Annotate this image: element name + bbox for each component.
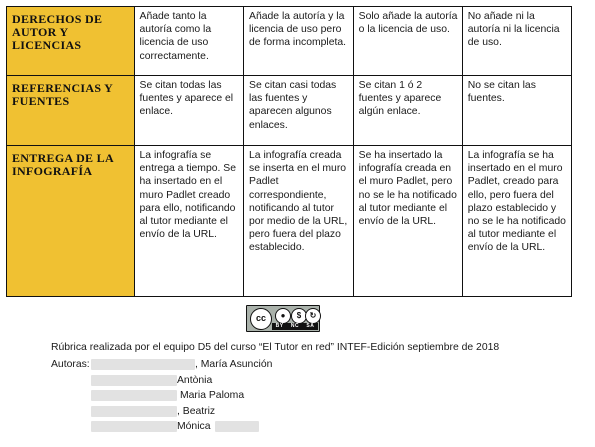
rubric-row: [7, 76, 572, 146]
criterion-label: ENTREGA DE LA INFOGRAFÍA: [7, 146, 135, 297]
strip-label: BY: [275, 323, 284, 329]
cc-logo: cc: [250, 308, 272, 330]
criterion-label: REFERENCIAS Y FUENTES: [7, 76, 135, 146]
rubric-row: [7, 7, 572, 76]
sharealike-icon: ↻: [305, 308, 321, 324]
redacted-name: [91, 421, 177, 432]
level-cell: Se citan casi todas las fuentes y aparecen algunos enlaces.: [244, 76, 354, 146]
level-cell: La infografía creada se inserta en el muro Padlet correspondiente, notificando al tutor por medio de la URL, pero fuera del plazo establecido.: [244, 146, 354, 297]
attribution-icon: ●: [275, 308, 291, 324]
level-cell: Solo añade la autoría o la licencia de uso.: [353, 7, 462, 76]
author-name: Antònia: [177, 374, 213, 386]
author-name: Maria Paloma: [180, 390, 245, 401]
author-name: , María Asunción: [195, 359, 273, 370]
credit-text: Rúbrica realizada por el equipo D5 del curso “El Tutor en red” INTEF-Edición septiembre de 2018: [51, 342, 500, 353]
level-cell: Se citan 1 ó 2 fuentes y aparece algún enlace.: [353, 76, 462, 146]
strip-label: NC: [290, 323, 300, 329]
level-cell: La infografía se ha insertado en el muro Padlet, creado para ello, pero fuera del plazo establecido y no se le ha notificado al tutor mediante el envío de la URL.: [462, 146, 571, 297]
authors-label: Autoras:: [51, 359, 90, 370]
author-name: Mónica: [177, 421, 211, 432]
redacted-name: [91, 375, 177, 386]
redacted-name: [91, 359, 195, 370]
level-cell: Añade la autoría y la licencia de uso pero de forma incompleta.: [244, 7, 354, 76]
rubric-row: [7, 146, 572, 297]
level-cell: Se ha insertado la infografía creada en el muro Padlet, pero no se le ha notificado al tutor mediante el envío de la URL.: [353, 146, 462, 297]
level-cell: La infografía se entrega a tiempo. Se ha insertado en el muro Padlet creado para ello, notificando al tutor mediante el envío de la URL.: [134, 146, 244, 297]
level-cell: Se citan todas las fuentes y aparece el enlace.: [134, 76, 244, 146]
license-strip: [272, 323, 318, 330]
level-cell: Añade tanto la autoría como la licencia de uso correctamente.: [134, 7, 244, 76]
strip-label: SA: [306, 323, 315, 329]
creative-commons-by-nc-sa-icon: [246, 305, 320, 332]
noncommercial-icon: $: [291, 308, 307, 324]
redacted-name: [91, 406, 177, 417]
criterion-label: DERECHOS DE AUTOR Y LICENCIAS: [7, 7, 135, 76]
rubric-table: [6, 6, 572, 297]
level-cell: No se citan las fuentes.: [462, 76, 571, 146]
level-cell: No añade ni la autoría ni la licencia de uso.: [462, 7, 571, 76]
redacted-name: [215, 421, 259, 432]
author-name: , Beatriz: [177, 405, 216, 417]
redacted-name: [91, 390, 177, 401]
